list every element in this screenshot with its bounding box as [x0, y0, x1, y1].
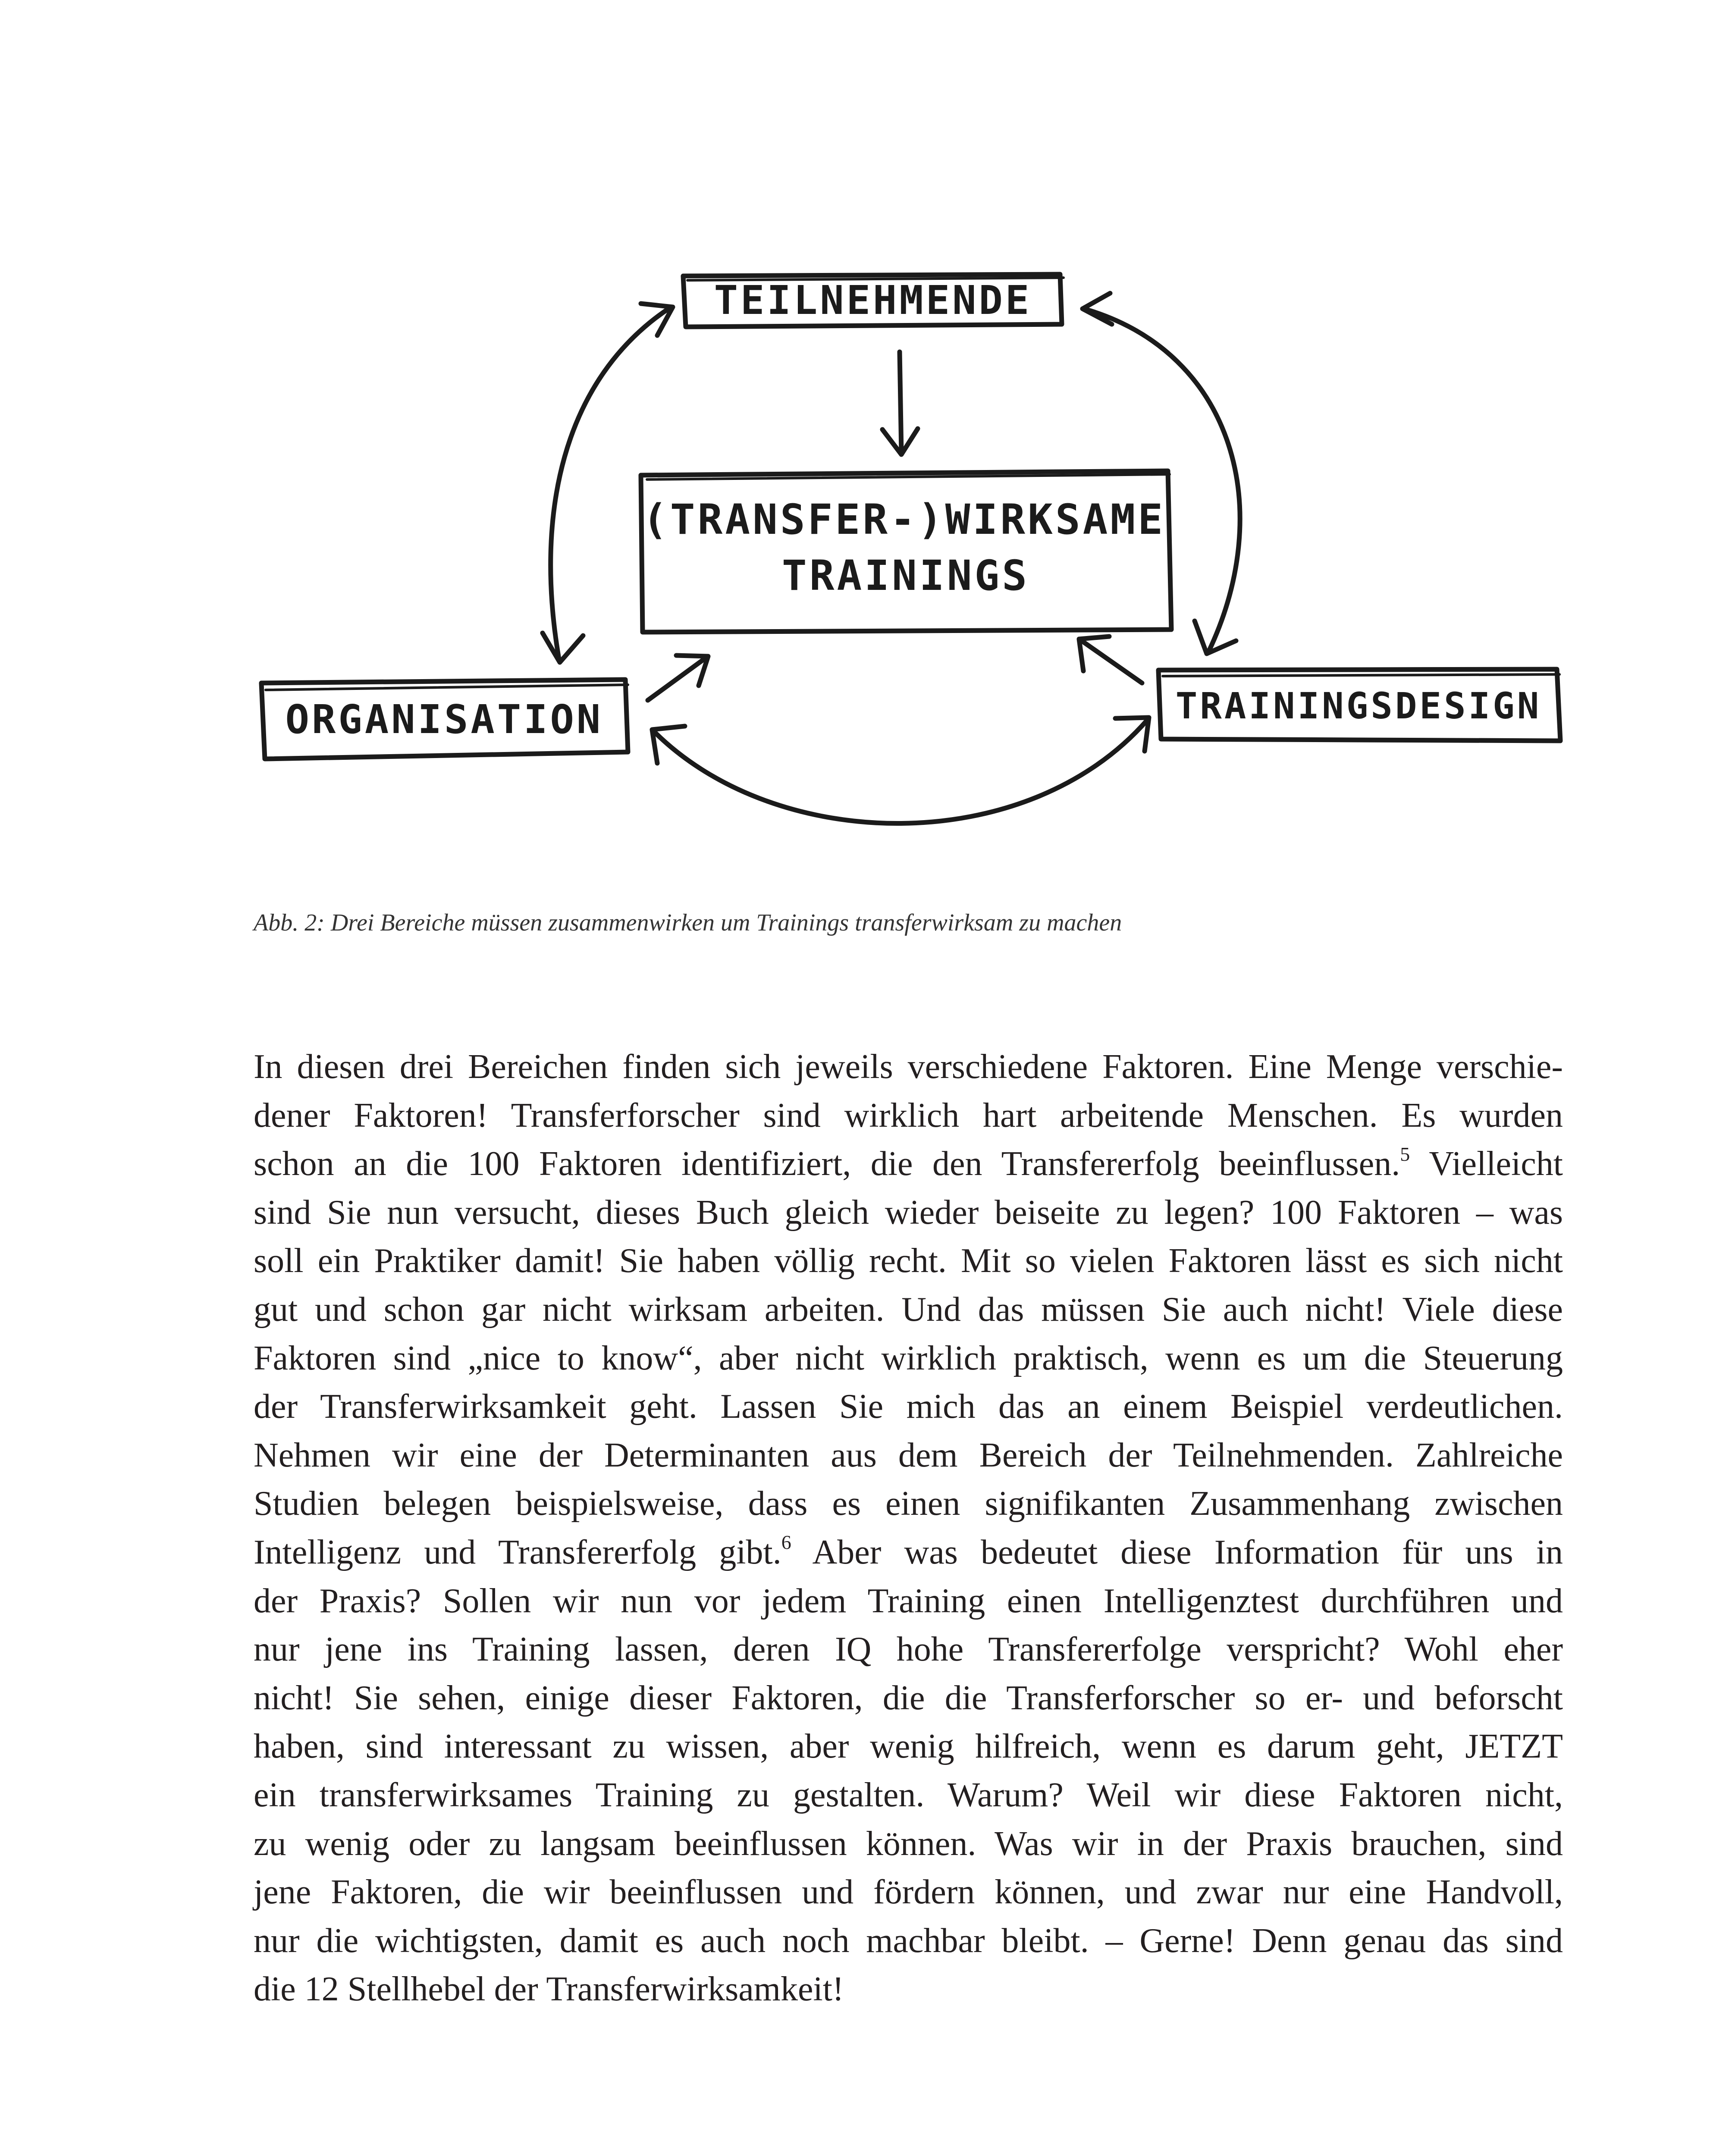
box-center [641, 471, 1171, 632]
box-organisation [261, 680, 628, 759]
body-line: dener Faktoren! Transferforscher sind wirklich hart arbeitende Menschen. Es wurden [254, 1096, 1563, 1134]
body-paragraph [254, 1043, 1563, 2014]
body-line: gut und schon gar nicht wirksam arbeiten. Und das müssen Sie auch nicht! Viele diese [254, 1290, 1563, 1329]
body-line: soll ein Praktiker damit! Sie haben völlig recht. Mit so vielen Faktoren lässt es sich nicht [254, 1242, 1563, 1280]
body-line-with-footnote [254, 1528, 1563, 1577]
body-line: nur jene ins Training lassen, deren IQ hohe Transfererfolge verspricht? Wohl eher [254, 1630, 1563, 1669]
box-center-label-line1: (TRANSFER-)WIRKSAME [642, 495, 1166, 544]
arrow-organisation-participants [543, 304, 673, 662]
figure-caption: Abb. 2: Drei Bereiche müssen zusammenwirken um Trainings transferwirksam zu machen [254, 909, 1122, 936]
body-line: Studien belegen beispielsweise, dass es einen signifikanten Zusammenhang zwischen [254, 1485, 1563, 1523]
arrow-participants-to-center [882, 352, 918, 454]
diagram-drawing [0, 0, 1732, 841]
body-line: der Praxis? Sollen wir nun vor jedem Training einen Intelligenztest durchführen und [254, 1582, 1563, 1620]
body-line-tail: Vielleicht [1410, 1145, 1563, 1183]
body-line: nur die wichtigsten, damit es auch noch machbar bleibt. – Gerne! Denn genau das sind [254, 1921, 1563, 1960]
arrow-design-to-center [1079, 636, 1142, 683]
body-line: jene Faktoren, die wir beeinflussen und fördern können, und zwar nur eine Handvoll, [254, 1873, 1563, 1912]
footnote-ref-6: 6 [781, 1531, 791, 1554]
body-line: sind Sie nun versucht, dieses Buch gleich wieder beiseite zu legen? 100 Faktoren – was [254, 1193, 1563, 1232]
arrow-organisation-to-center [648, 655, 708, 700]
box-participants [683, 274, 1064, 327]
footnote-ref-5: 5 [1400, 1143, 1410, 1165]
body-line: der Transferwirksamkeit geht. Lassen Sie mich das an einem Beispiel verdeutlichen. [254, 1388, 1563, 1426]
box-organisation-label: ORGANISATION [285, 696, 603, 743]
body-line: zu wenig oder zu langsam beeinflussen können. Was wir in der Praxis brauchen, sind [254, 1824, 1563, 1863]
box-design-label: TRAININGSDESIGN [1175, 685, 1542, 727]
arrow-organisation-design [652, 718, 1149, 824]
body-line-last: die 12 Stellhebel der Transferwirksamkeit! [254, 1970, 844, 2009]
body-line: Faktoren sind „nice to know“, aber nicht wirklich praktisch, wenn es um die Steuerung [254, 1339, 1563, 1377]
body-line-tail: Aber was bedeutet diese Information für uns in [791, 1533, 1563, 1571]
body-line-text: schon an die 100 Faktoren identifiziert, die den Transfererfolg beeinflussen. [254, 1145, 1400, 1183]
body-line: haben, sind interessant zu wissen, aber wenig hilfreich, wenn es darum geht, JETZT [254, 1727, 1563, 1766]
transfer-diagram [0, 0, 1732, 841]
body-line-text: Intelligenz und Transfererfolg gibt. [254, 1533, 781, 1571]
body-line-with-footnote [254, 1140, 1563, 1188]
body-line: In diesen drei Bereichen finden sich jeweils verschiedene Faktoren. Eine Menge verschie- [254, 1048, 1563, 1086]
body-line: nicht! Sie sehen, einige dieser Faktoren, die die Transferforscher so er- und beforscht [254, 1679, 1563, 1717]
body-line: ein transferwirksames Training zu gestalten. Warum? Weil wir diese Faktoren nicht, [254, 1776, 1563, 1814]
box-center-label-line2: TRAININGS [781, 552, 1030, 600]
body-line: Nehmen wir eine der Determinanten aus dem Bereich der Teilnehmenden. Zahlreiche [254, 1436, 1563, 1474]
box-participants-label: TEILNEHMENDE [714, 277, 1032, 323]
box-design [1158, 669, 1560, 741]
